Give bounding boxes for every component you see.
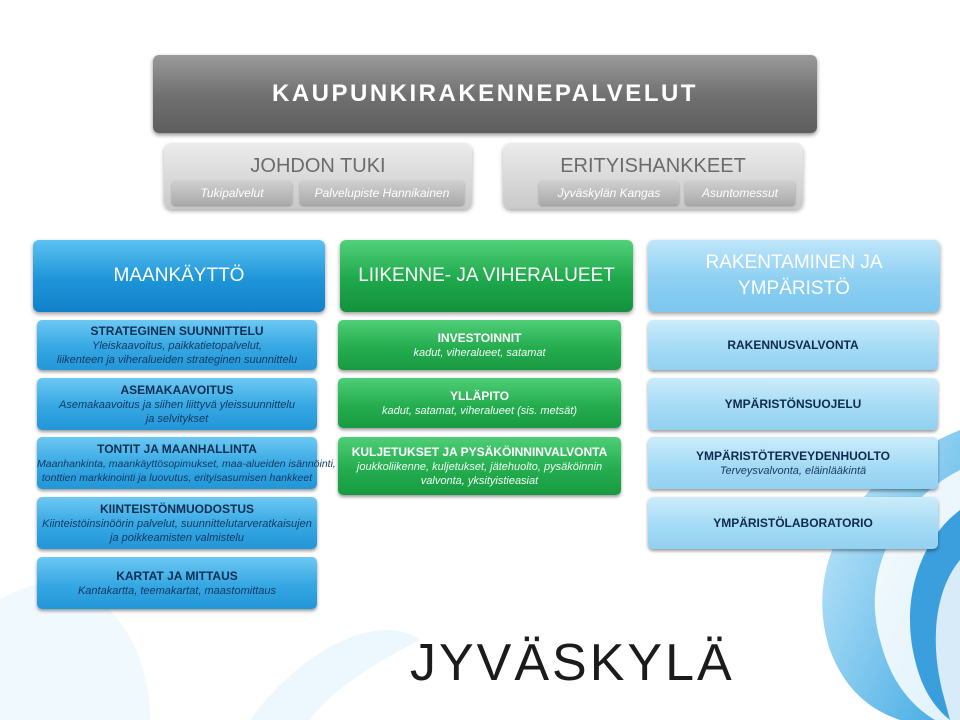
header-label-line-1: RAKENTAMINEN JA xyxy=(705,252,883,273)
item-line: Kiinteistöinsinöörin palvelut, suunnittelutarveratkaisujen xyxy=(42,517,312,530)
item-line: Terveysvalvonta, eläinlääkintä xyxy=(719,464,867,477)
header-liikenne xyxy=(340,240,633,312)
item-line: tonttien markkinointi ja luovutus, erityisasumisen hankkeet xyxy=(41,471,313,484)
item-line: ja selvitykset xyxy=(145,412,209,425)
item-ymparistolaboratorio xyxy=(648,497,938,549)
item-line: Kantakartta, teemakartat, maastomittaus xyxy=(77,584,277,597)
group-item-jyvaskylan-kangas: Jyväskylän Kangas xyxy=(539,181,679,205)
header-label: MAANKÄYTTÖ xyxy=(113,265,245,286)
item-title: YLLÄPITO xyxy=(449,388,510,403)
item-title: KARTAT JA MITTAUS xyxy=(116,568,238,583)
item-yllapito xyxy=(338,378,621,428)
item-title: YMPÄRISTÖTERVEYDENHUOLTO xyxy=(695,448,891,463)
group-johdon-tuki xyxy=(164,143,472,209)
item-line: joukkoliikenne, kuljetukset, jätehuolto, pysäköinnin xyxy=(356,460,603,473)
group-item-asuntomessut: Asuntomessut xyxy=(685,181,795,205)
item-line: ja poikkeamisten valmistelu xyxy=(110,531,244,544)
item-line: valvonta, yksityistieasiat xyxy=(420,474,539,487)
main-title-box xyxy=(153,55,817,133)
page-title: KAUPUNKIRAKENNEPALVELUT xyxy=(272,80,698,107)
item-kartat-ja-mittaus xyxy=(37,557,317,609)
group-item-palvelupiste: Palvelupiste Hannikainen xyxy=(300,181,464,205)
item-title: RAKENNUSVALVONTA xyxy=(727,337,859,352)
header-label: LIIKENNE- JA VIHERALUEET xyxy=(358,265,615,286)
item-kiinteistonmuodostus xyxy=(37,497,317,549)
item-tontit-ja-maanhallinta xyxy=(37,437,336,489)
jyvaskyla-logo: JYVÄSKYLÄ xyxy=(410,634,735,692)
item-kuljetukset xyxy=(338,437,621,495)
item-line: liikenteen ja viheralueiden strateginen suunnittelu xyxy=(56,353,298,366)
item-line: kadut, viheralueet, satamat xyxy=(413,346,546,359)
item-title: YMPÄRISTÖNSUOJELU xyxy=(724,396,862,411)
item-line: kadut, satamat, viheralueet (sis. metsät) xyxy=(381,404,578,417)
item-title: ASEMAKAAVOITUS xyxy=(120,382,234,397)
item-line: Maanhankinta, maankäyttösopimukset, maa-alueiden isännöinti, xyxy=(37,457,336,470)
item-line: Yleiskaavoitus, paikkatietopalvelut, xyxy=(92,339,262,352)
header-rakentaminen xyxy=(648,240,940,312)
item-title: TONTIT JA MAANHALLINTA xyxy=(97,441,257,456)
item-rakennusvalvonta xyxy=(648,320,938,370)
item-title: STRATEGINEN SUUNNITTELU xyxy=(90,323,264,338)
item-strateginen-suunnittelu xyxy=(37,320,317,370)
item-ymparistoterveydenhuolto xyxy=(648,437,938,489)
item-title: YMPÄRISTÖLABORATORIO xyxy=(713,515,873,530)
item-title: INVESTOINNIT xyxy=(437,330,522,345)
group-title: JOHDON TUKI xyxy=(250,155,386,177)
group-title: ERITYISHANKKEET xyxy=(560,155,746,177)
item-ymparistonsuojelu xyxy=(648,378,938,430)
item-title: KULJETUKSET JA PYSÄKÖINNINVALVONTA xyxy=(351,444,608,459)
item-asemakaavoitus xyxy=(37,378,317,430)
group-item-tukipalvelut: Tukipalvelut xyxy=(172,181,292,205)
item-line: Asemakaavoitus ja siihen liittyvä yleissuunnittelu xyxy=(58,398,295,411)
group-erityishankkeet xyxy=(503,143,803,209)
header-label-line-2: YMPÄRISTÖ xyxy=(738,278,850,299)
header-maankaytto xyxy=(33,240,325,312)
item-investoinnit xyxy=(338,320,621,370)
item-title: KIINTEISTÖNMUODOSTUS xyxy=(99,501,254,516)
